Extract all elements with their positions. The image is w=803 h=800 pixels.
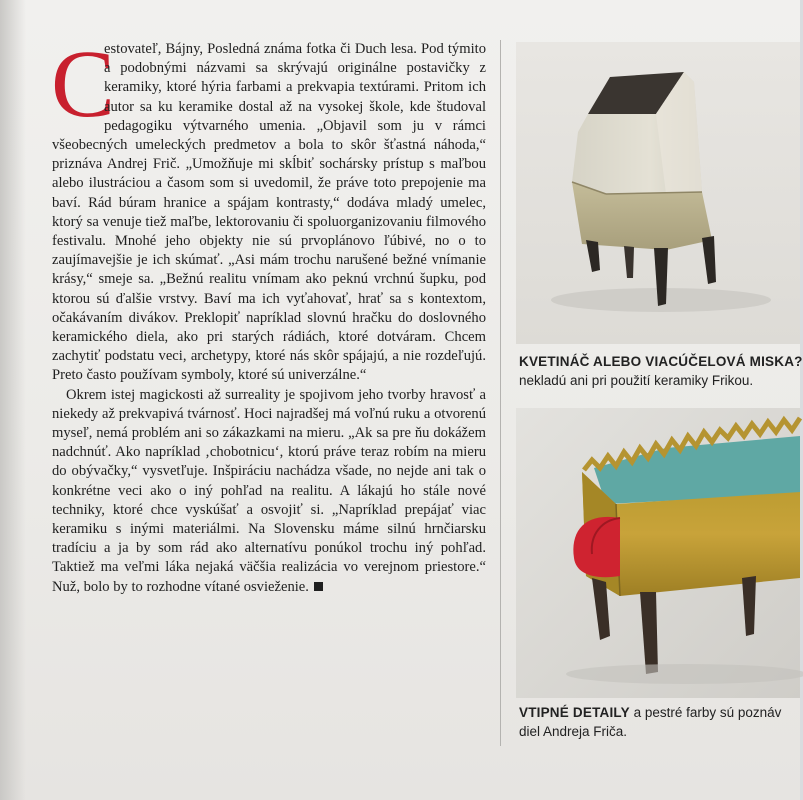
caption-first-text: nekladú ani pri použití keramiky Frikou. [519, 373, 754, 388]
photo-ceramic-vessel [516, 42, 800, 344]
ceramic-box-illustration [516, 408, 800, 698]
caption-first-heading: KVETINÁČ ALEBO VIACÚČELOVÁ MISKA? [519, 354, 803, 369]
ceramic-vessel-illustration [516, 42, 800, 344]
caption-second-heading: VTIPNÉ DETAILY [519, 705, 630, 720]
paragraph-2-text: Okrem istej magickosti až surreality je spojivom jeho tvorby hravosť a niekedy až prekvapivá tvárnosť. Hoci najradšej má voľnú ruku a otvorenú myseľ, nemá problém ani so zákazkami na mieru. „Ak sa pre ňu dokážem nadchnúť. Ako napríklad ‚chobotnicu‘, ktorú práve teraz robím na mieru do obývačky,“ vysvetľuje. Inšpiráciu nachádza všade, no nejde ani tak o konkrétne veci ako o iný pohľad na realitu. A lákajú ho stále nové techniky, ktoré chce vyskúšať a osvojiť si. „Napríklad prepájať viac keramiku s inými materiálmi. Na Slovensku máme silnú hrnčiarsku tradíciu a ja by som rád ako alternatívu ponúkol trochu iný pohľad. Taktiež ma veľmi láka nejaká väčšia realizácia vo verejnom priestore.“ Nuž, bolo by to rozhodne vítané osvieženie. [52, 386, 486, 595]
caption-first-photo [519, 352, 803, 390]
caption-second-line2: diel Andreja Friča. [519, 724, 628, 739]
dropcap-letter: C [51, 30, 116, 137]
article-paragraph-2 [52, 386, 486, 597]
column-divider [500, 40, 501, 746]
caption-second-photo [519, 703, 800, 741]
article-body [51, 30, 486, 597]
paragraph-1-text: estovateľ, Bájny, Posledná známa fotka či Duch lesa. Pod týmito a podobnými názvami sa skrývajú originálne postavičky z keramiky, ktoré hýria farbami a prekvapia textúrami. Pritom ich autor sa ku keramike dostal až na vysokej škole, kde študoval pedagogiku výtvarného umenia. „Objavil som ju v rámci všeobecných umeleckých predmetov a bola to skôr šťastná náhoda,“ priznáva Andrej Frič. „Umožňuje mi skĺbiť sochársky prístup s maľbou alebo ilustráciou a časom som si uvedomil, že práve toto prepojenie ma baví. Rád búram hranice a spájam kontrasty,“ dodáva mladý umelec, ktorý sa venuje tiež maľbe, lektorovaniu či spoluorganizovaniu filmového festivalu. Mnohé jeho objekty nie sú prvoplánovo ľúbivé, no o to zaujímavejšie je ich skúmať. „Asi mám trochu narušené bežné vnímanie krásy,“ smeje sa. „Bežnú realitu vnímam ako peknú vrchnú šupku, pod ktorou sú ďalšie vrstvy. Baví ma ich vyťahovať, hrať sa s kontextom, očakávaním divákov. Preklopiť napríklad slovnú hračku do doslovného keramického diela, ako pri starých rádiách, ktoré dotváram. Chcem zachytiť podstatu veci, archetypy, ktoré nás skôr spájajú, a nie rozdeľujú. Preto často používam symboly, ktoré sú univerzálne.“ [52, 41, 486, 384]
caption-second-text: a pestré farby sú poznáv [629, 705, 782, 720]
dropcap-c [51, 30, 116, 137]
photo-ceramic-box [516, 408, 800, 698]
article-paragraph-1 [51, 30, 486, 386]
page-gutter-shadow [0, 0, 26, 800]
end-mark-square [314, 582, 323, 591]
